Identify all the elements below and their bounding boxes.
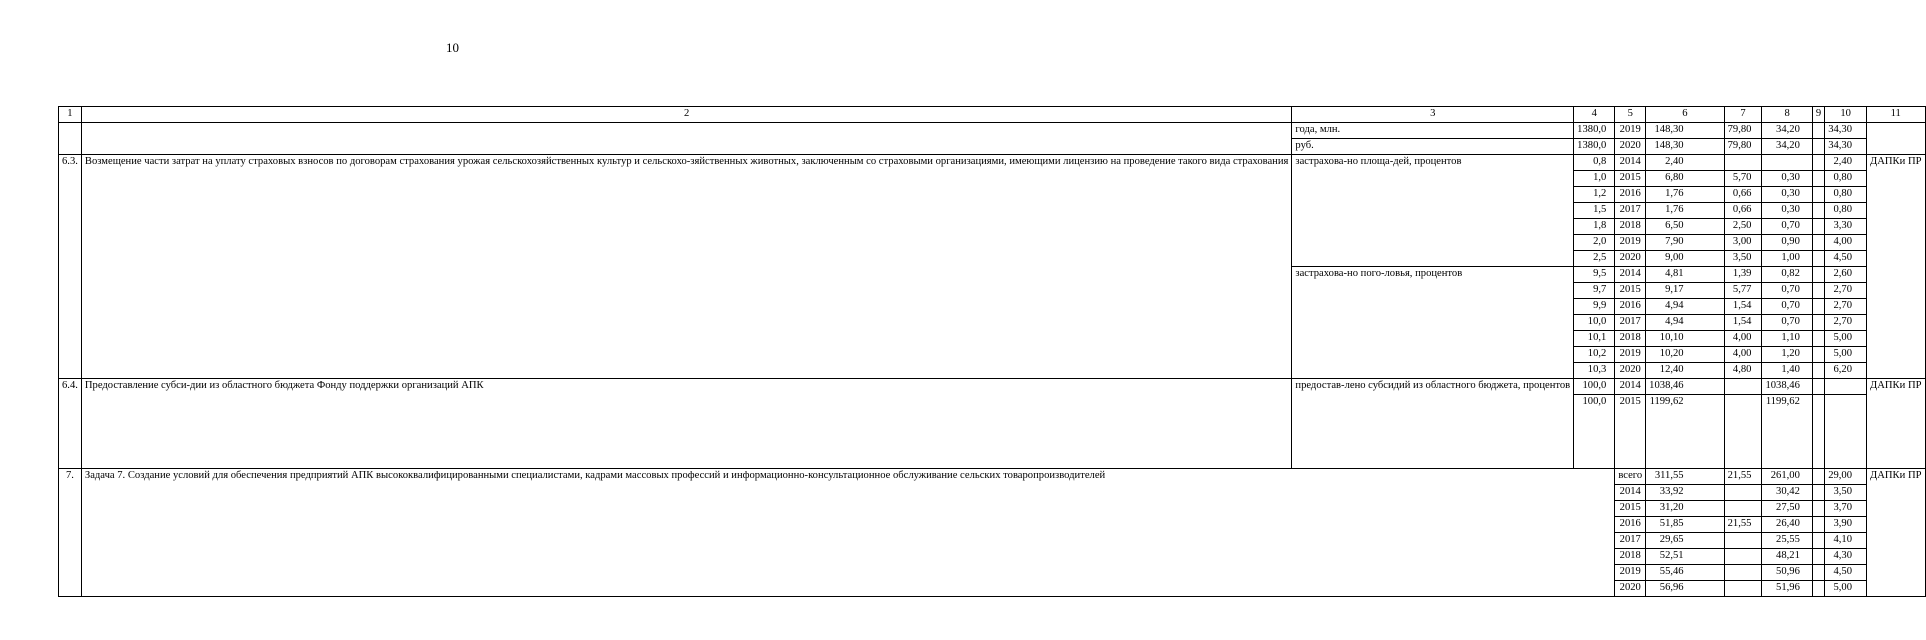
cell-col7: [1724, 549, 1762, 565]
cell-year: 2020: [1615, 363, 1646, 379]
cell-col7: 1,39: [1724, 267, 1762, 283]
cell-col8: 27,50: [1762, 501, 1812, 517]
cell-col7: 4,00: [1724, 347, 1762, 363]
cell-year: 2014: [1615, 267, 1646, 283]
cell-year: 2020: [1615, 581, 1646, 597]
cell-col9: [1812, 315, 1824, 331]
cell-col8: 0,30: [1762, 203, 1812, 219]
cell-plan: 1,8: [1574, 219, 1615, 235]
cell-plan: 2,5: [1574, 251, 1615, 267]
cell-col7: [1724, 395, 1762, 469]
cell-col8: 1,20: [1762, 347, 1812, 363]
cell-year: 2014: [1615, 379, 1646, 395]
cell-total: 311,55: [1646, 469, 1724, 485]
cell-col8: 48,21: [1762, 549, 1812, 565]
cell-col8: [1762, 155, 1812, 171]
cell-year: 2014: [1615, 485, 1646, 501]
cell-col7: 0,66: [1724, 203, 1762, 219]
cell-total: 9,17: [1646, 283, 1724, 299]
cell-total: 55,46: [1646, 565, 1724, 581]
cell-col9: [1812, 235, 1824, 251]
cell-year: 2015: [1615, 501, 1646, 517]
cell-year: 2016: [1615, 187, 1646, 203]
cell-col9: [1812, 203, 1824, 219]
cell-col8: 1,10: [1762, 331, 1812, 347]
cell-col10: 2,70: [1825, 315, 1867, 331]
cell-plan: 1,5: [1574, 203, 1615, 219]
header-col-5: 5: [1615, 107, 1646, 123]
cell-plan: 10,2: [1574, 347, 1615, 363]
cell-year: 2017: [1615, 533, 1646, 549]
cell-year: 2019: [1615, 347, 1646, 363]
cell-year: 2017: [1615, 315, 1646, 331]
cell-col8: 1199,62: [1762, 395, 1812, 469]
cell-col9: [1812, 485, 1824, 501]
cell-plan: 9,5: [1574, 267, 1615, 283]
cell-col10: 5,00: [1825, 581, 1867, 597]
cell-col10: 0,80: [1825, 203, 1867, 219]
cell-year: 2015: [1615, 395, 1646, 469]
cell-year: 2019: [1615, 235, 1646, 251]
cell-year: 2015: [1615, 283, 1646, 299]
cell-total: 1,76: [1646, 187, 1724, 203]
section-name: Возмещение части затрат на уплату страховых взносов по договорам страхования урожая сельскохозяйственных культур и сельскохо-зяйственных животных, заключенным со страховыми организациями, имеющими лицензию на проведение такого вида страхования: [81, 155, 1292, 379]
cell-total: 148,30: [1646, 123, 1724, 139]
cell-plan: 1,0: [1574, 171, 1615, 187]
cell-col7: 4,00: [1724, 331, 1762, 347]
cell-col10: 3,70: [1825, 501, 1867, 517]
cell-col7: 3,50: [1724, 251, 1762, 267]
cell-plan: 10,0: [1574, 315, 1615, 331]
cell-name: [81, 123, 1292, 155]
cell-indicator: застрахова-но площа-дей, процентов: [1292, 155, 1574, 267]
cell-col7: 1,54: [1724, 299, 1762, 315]
cell-total: 1,76: [1646, 203, 1724, 219]
section-name: Предоставление субси-дии из областного бюджета Фонду поддержки организаций АПК: [81, 379, 1292, 469]
cell-col9: [1812, 363, 1824, 379]
cell-col7: 5,70: [1724, 171, 1762, 187]
cell-col10: 34,30: [1825, 123, 1867, 139]
cell-col8: 0,70: [1762, 219, 1812, 235]
cell-col8: 261,00: [1762, 469, 1812, 485]
section-name: Задача 7. Создание условий для обеспечения предприятий АПК высококвалифицированными специалистами, кадрами массовых профессий и информационно-консультационное обслуживание сельских товаропроизводителей: [81, 469, 1614, 597]
cell-col9: [1812, 581, 1824, 597]
cell-col9: [1812, 331, 1824, 347]
section-executor: ДАПКи ПР: [1867, 469, 1925, 597]
cell-plan: 9,7: [1574, 283, 1615, 299]
cell-col10: 4,50: [1825, 251, 1867, 267]
cell-year: 2020: [1615, 251, 1646, 267]
section-executor: ДАПКи ПР: [1867, 379, 1925, 469]
cell-year: 2016: [1615, 517, 1646, 533]
cell-col10: 5,00: [1825, 347, 1867, 363]
cell-col7: 21,55: [1724, 517, 1762, 533]
header-col-1: 1: [59, 107, 82, 123]
cell-col10: 2,60: [1825, 267, 1867, 283]
cell-col8: 0,30: [1762, 187, 1812, 203]
header-col-9: 9: [1812, 107, 1824, 123]
cell-col9: [1812, 171, 1824, 187]
cell-total: 4,81: [1646, 267, 1724, 283]
cell-executor: [1867, 123, 1925, 155]
cell-total: 10,10: [1646, 331, 1724, 347]
cell-col9: [1812, 267, 1824, 283]
cell-col9: [1812, 219, 1824, 235]
cell-col8: 0,70: [1762, 315, 1812, 331]
cell-plan: 1380,0: [1574, 139, 1615, 155]
cell-total: 2,40: [1646, 155, 1724, 171]
cell-col7: 3,00: [1724, 235, 1762, 251]
table-row: [59, 379, 1926, 395]
cell-indicator: руб.: [1292, 139, 1574, 155]
cell-total: 6,80: [1646, 171, 1724, 187]
cell-year: 2018: [1615, 219, 1646, 235]
cell-col8: 30,42: [1762, 485, 1812, 501]
cell-col10: 5,00: [1825, 331, 1867, 347]
cell-col10: 3,90: [1825, 517, 1867, 533]
cell-col8: 0,90: [1762, 235, 1812, 251]
table-row: [59, 155, 1926, 171]
cell-year: 2015: [1615, 171, 1646, 187]
cell-col9: [1812, 155, 1824, 171]
cell-plan: 10,3: [1574, 363, 1615, 379]
cell-col10: 4,30: [1825, 549, 1867, 565]
cell-col10: 4,50: [1825, 565, 1867, 581]
cell-total: 4,94: [1646, 315, 1724, 331]
cell-col8: 1038,46: [1762, 379, 1812, 395]
cell-col8: 34,20: [1762, 123, 1812, 139]
cell-total: 33,92: [1646, 485, 1724, 501]
cell-total: 9,00: [1646, 251, 1724, 267]
cell-col10: 4,10: [1825, 533, 1867, 549]
cell-col10: 3,50: [1825, 485, 1867, 501]
cell-year: 2018: [1615, 549, 1646, 565]
cell-col7: 79,80: [1724, 139, 1762, 155]
cell-col9: [1812, 517, 1824, 533]
cell-col9: [1812, 549, 1824, 565]
cell-col8: 34,20: [1762, 139, 1812, 155]
cell-col8: 1,00: [1762, 251, 1812, 267]
cell-total: 148,30: [1646, 139, 1724, 155]
cell-col10: 2,70: [1825, 283, 1867, 299]
cell-col9: [1812, 395, 1824, 469]
table-row: [59, 123, 1926, 139]
header-col-6: 6: [1646, 107, 1724, 123]
cell-total: 1038,46: [1646, 379, 1724, 395]
cell-year: 2018: [1615, 331, 1646, 347]
cell-indicator: застрахова-но пого-ловья, процентов: [1292, 267, 1574, 379]
cell-col9: [1812, 123, 1824, 139]
page-number: 10: [446, 40, 459, 55]
cell-col8: 0,70: [1762, 283, 1812, 299]
cell-col10: 6,20: [1825, 363, 1867, 379]
header-row: [59, 107, 1926, 123]
cell-total: 29,65: [1646, 533, 1724, 549]
cell-plan: 10,1: [1574, 331, 1615, 347]
header-col-7: 7: [1724, 107, 1762, 123]
cell-col8: 0,30: [1762, 171, 1812, 187]
cell-col9: [1812, 187, 1824, 203]
cell-total: 51,85: [1646, 517, 1724, 533]
cell-col10: 29,00: [1825, 469, 1867, 485]
header-col-3: 3: [1292, 107, 1574, 123]
cell-year: 2020: [1615, 139, 1646, 155]
cell-col9: [1812, 251, 1824, 267]
cell-col10: 34,30: [1825, 139, 1867, 155]
cell-total: 4,94: [1646, 299, 1724, 315]
cell-plan: 9,9: [1574, 299, 1615, 315]
cell-col8: 51,96: [1762, 581, 1812, 597]
cell-col8: 26,40: [1762, 517, 1812, 533]
header-col-4: 4: [1574, 107, 1615, 123]
cell-plan: 2,0: [1574, 235, 1615, 251]
cell-col9: [1812, 347, 1824, 363]
cell-total: 1199,62: [1646, 395, 1724, 469]
cell-total: 52,51: [1646, 549, 1724, 565]
cell-col7: 4,80: [1724, 363, 1762, 379]
cell-col7: 21,55: [1724, 469, 1762, 485]
cell-col7: [1724, 155, 1762, 171]
cell-year: 2019: [1615, 123, 1646, 139]
cell-col10: [1825, 379, 1867, 395]
cell-col10: 4,00: [1825, 235, 1867, 251]
cell-col7: [1724, 581, 1762, 597]
cell-total: 31,20: [1646, 501, 1724, 517]
cell-col8: 25,55: [1762, 533, 1812, 549]
cell-plan: 100,0: [1574, 379, 1615, 395]
cell-col9: [1812, 565, 1824, 581]
cell-col10: 3,30: [1825, 219, 1867, 235]
cell-col9: [1812, 139, 1824, 155]
cell-col10: 0,80: [1825, 171, 1867, 187]
cell-indicator: предостав-лено субсидий из областного бюджета, процентов: [1292, 379, 1574, 469]
cell-col8: 0,82: [1762, 267, 1812, 283]
cell-year: 2019: [1615, 565, 1646, 581]
cell-col7: 5,77: [1724, 283, 1762, 299]
cell-col7: [1724, 379, 1762, 395]
cell-year: всего: [1615, 469, 1646, 485]
cell-col7: [1724, 485, 1762, 501]
cell-year: 2017: [1615, 203, 1646, 219]
cell-total: 56,96: [1646, 581, 1724, 597]
cell-total: 12,40: [1646, 363, 1724, 379]
cell-plan: 1,2: [1574, 187, 1615, 203]
cell-year: 2014: [1615, 155, 1646, 171]
section-number: 7.: [59, 469, 82, 597]
cell-plan: 100,0: [1574, 395, 1615, 469]
cell-total: 10,20: [1646, 347, 1724, 363]
cell-col7: 79,80: [1724, 123, 1762, 139]
cell-num: [59, 123, 82, 155]
cell-col7: 0,66: [1724, 187, 1762, 203]
cell-col7: 1,54: [1724, 315, 1762, 331]
header-col-8: 8: [1762, 107, 1812, 123]
cell-col7: 2,50: [1724, 219, 1762, 235]
section-executor: ДАПКи ПР: [1867, 155, 1925, 379]
section-number: 6.4.: [59, 379, 82, 469]
cell-col10: 2,70: [1825, 299, 1867, 315]
cell-col8: 0,70: [1762, 299, 1812, 315]
cell-col7: [1724, 533, 1762, 549]
cell-plan: 1380,0: [1574, 123, 1615, 139]
cell-col9: [1812, 533, 1824, 549]
cell-total: 6,50: [1646, 219, 1724, 235]
cell-col10: 0,80: [1825, 187, 1867, 203]
cell-col9: [1812, 283, 1824, 299]
header-col-2: 2: [81, 107, 1292, 123]
table-row: [59, 469, 1926, 485]
cell-col9: [1812, 299, 1824, 315]
cell-plan: 0,8: [1574, 155, 1615, 171]
cell-col7: [1724, 565, 1762, 581]
section-number: 6.3.: [59, 155, 82, 379]
cell-col7: [1724, 501, 1762, 517]
program-table: [58, 106, 1926, 597]
cell-col9: [1812, 379, 1824, 395]
cell-total: 7,90: [1646, 235, 1724, 251]
header-col-10: 10: [1825, 107, 1867, 123]
cell-col10: [1825, 395, 1867, 469]
cell-indicator: года, млн.: [1292, 123, 1574, 139]
cell-year: 2016: [1615, 299, 1646, 315]
cell-col9: [1812, 469, 1824, 485]
cell-col8: 1,40: [1762, 363, 1812, 379]
cell-col10: 2,40: [1825, 155, 1867, 171]
header-col-11: 11: [1867, 107, 1925, 123]
cell-col9: [1812, 501, 1824, 517]
cell-col8: 50,96: [1762, 565, 1812, 581]
